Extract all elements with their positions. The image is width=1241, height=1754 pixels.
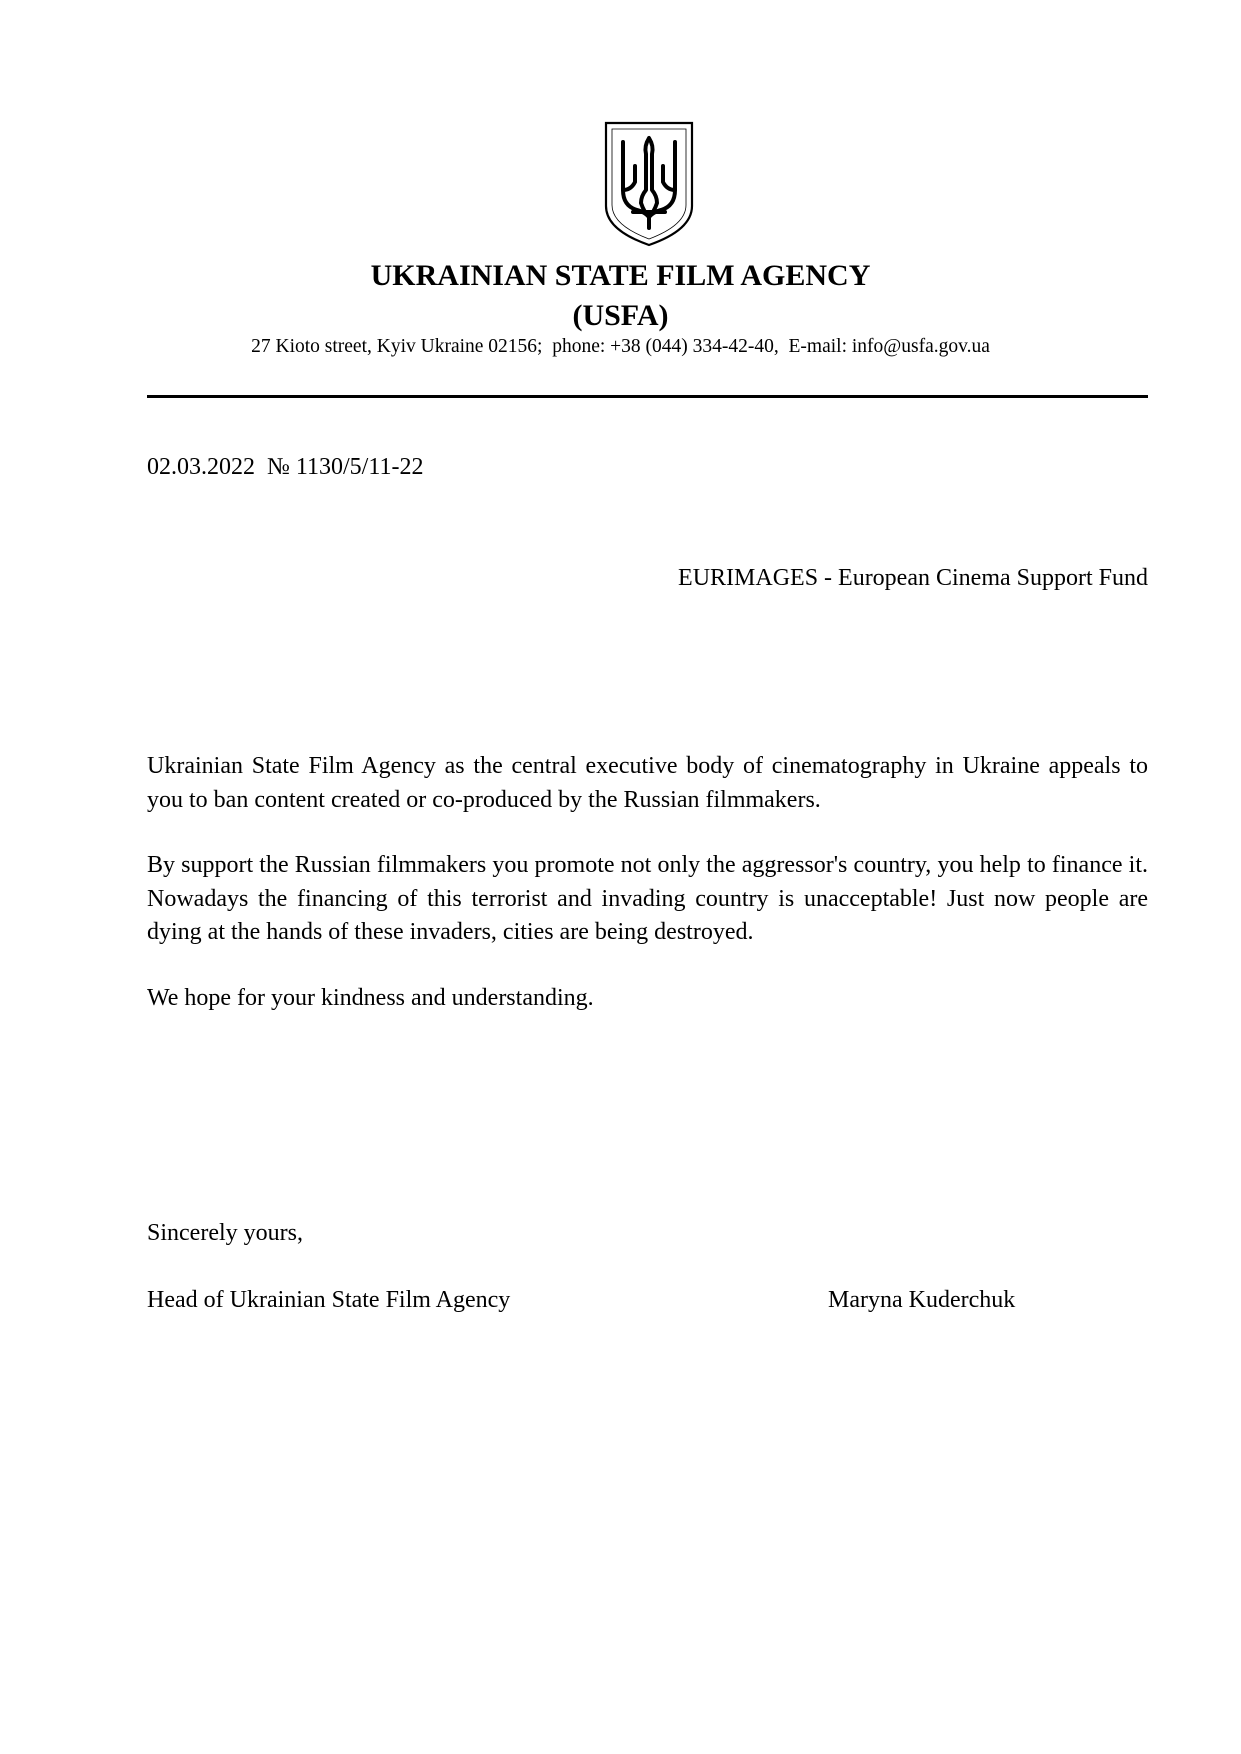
closing-phrase: Sincerely yours, <box>147 1220 303 1246</box>
body-paragraph: By support the Russian filmmakers you promote not only the aggressor's country, you help to finance it. Nowadays the financing of this terrorist and invading country is unacceptable! Just now people are dying at the hands of these invaders, cities are being destroyed. <box>147 852 1148 945</box>
letter-body <box>147 750 1148 1047</box>
organization-abbreviation: (USFA) <box>572 299 669 332</box>
letterhead-divider <box>147 395 1148 398</box>
recipient: EURIMAGES - European Cinema Support Fund <box>678 565 1148 591</box>
signatory-name: Maryna Kuderchuk <box>828 1287 1016 1313</box>
organization-contacts: 27 Kioto street, Kyiv Ukraine 02156; phone: +38 (044) 334-42-40, E-mail: info@usfa.gov.ua <box>251 336 990 357</box>
reference-number: 02.03.2022 № 1130/5/11-22 <box>147 454 424 480</box>
body-paragraph: We hope for your kindness and understanding. <box>147 984 594 1011</box>
organization-name: UKRAINIAN STATE FILM AGENCY <box>370 259 871 292</box>
ukrainian-trident-emblem-icon <box>603 120 695 248</box>
body-paragraph: Ukrainian State Film Agency as the central executive body of cinematography in Ukraine appeals to you to ban content created or co-produced by the Russian filmmakers. <box>147 753 1148 813</box>
signatory-title: Head of Ukrainian State Film Agency <box>147 1287 511 1313</box>
